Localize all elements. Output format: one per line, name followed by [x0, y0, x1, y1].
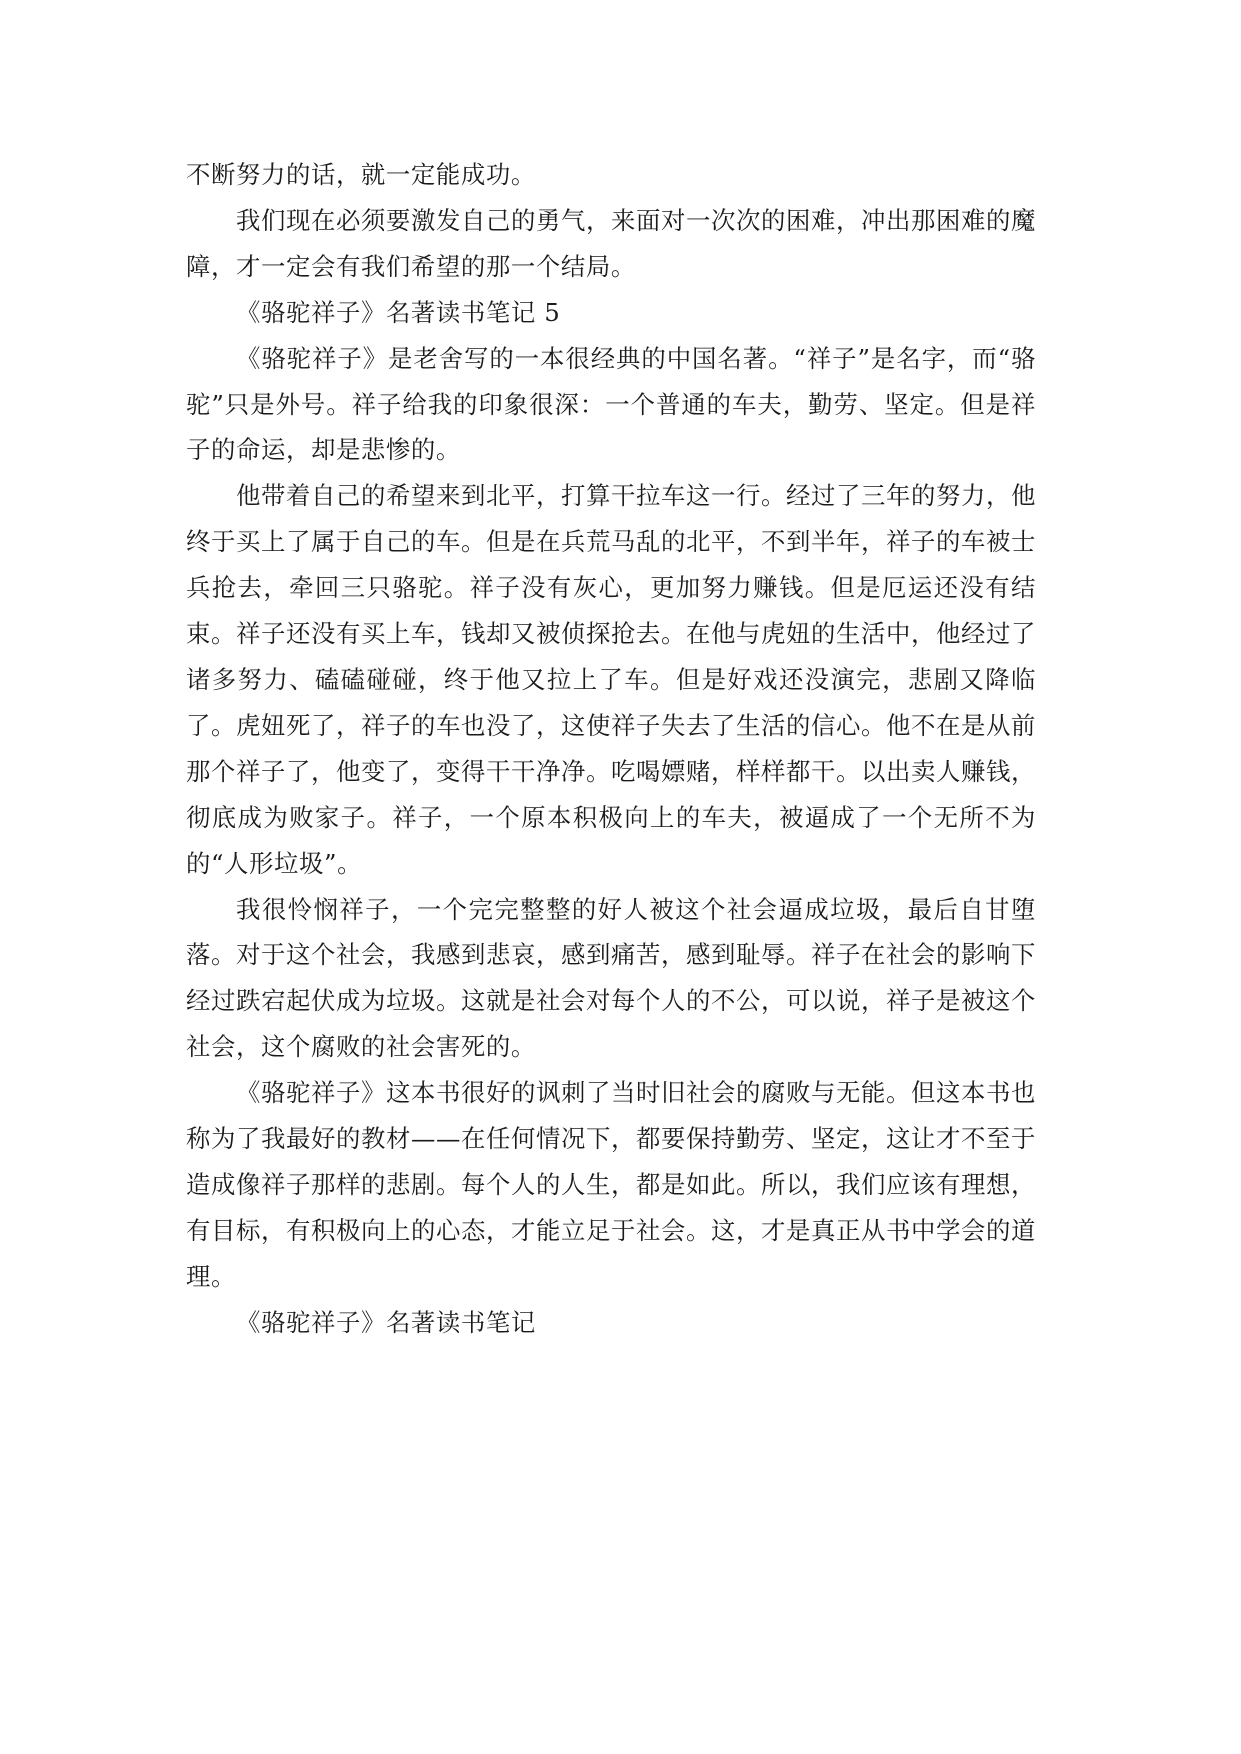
section-heading-note-5: 《骆驼祥子》名著读书笔记 5 [236, 297, 561, 327]
paragraph-continuation: 不断努力的话，就一定能成功。 [186, 160, 536, 189]
paragraph-courage: 我们现在必须要激发自己的勇气，来面对一次次的困难，冲出那困难的魔障，才一定会有我们希望的那一个结局。 [186, 205, 1036, 281]
paragraph-conclusion: 《骆驼祥子》这本书很好的讽刺了当时旧社会的腐败与无能。但这本书也称为了我最好的教材——在任何情况下，都要保持勤劳、坚定，这让才不至于造成像祥子那样的悲剧。每个人的人生，都是如此。所以，我们应该有理想，有目标，有积极向上的心态，才能立足于社会。这，才是真正从书中学会的道理。 [186, 1078, 1036, 1291]
paragraph-intro: 《骆驼祥子》是老舍写的一本很经典的中国名著。“祥子”是名字，而“骆驼”只是外号。祥子给我的印象很深：一个普通的车夫，勤劳、坚定。但是祥子的命运，却是悲惨的。 [186, 343, 1036, 465]
paragraph-pity: 我很怜悯祥子，一个完完整整的好人被这个社会逼成垃圾，最后自甘堕落。对于这个社会，我感到悲哀，感到痛苦，感到耻辱。祥子在社会的影响下经过跌宕起伏成为垃圾。这就是社会对每个人的不公，可以说，祥子是被这个社会，这个腐败的社会害死的。 [186, 894, 1036, 1062]
section-heading-note: 《骆驼祥子》名著读书笔记 [236, 1307, 536, 1337]
document-body [186, 152, 1036, 1346]
paragraph-story: 他带着自己的希望来到北平，打算干拉车这一行。经过了三年的努力，他终于买上了属于自己的车。但是在兵荒马乱的北平，不到半年，祥子的车被士兵抢去，牵回三只骆驼。祥子没有灰心，更加努力赚钱。但是厄运还没有结束。祥子还没有买上车，钱却又被侦探抢去。在他与虎妞的生活中，他经过了诸多努力、磕磕碰碰，终于他又拉上了车。但是好戏还没演完，悲剧又降临了。虎妞死了，祥子的车也没了，这使祥子失去了生活的信心。他不在是从前那个祥子了，他变了，变得干干净净。吃喝嫖赌，样样都干。以出卖人赚钱，彻底成为败家子。祥子，一个原本积极向上的车夫，被逼成了一个无所不为的“人形垃圾”。 [186, 481, 1036, 878]
